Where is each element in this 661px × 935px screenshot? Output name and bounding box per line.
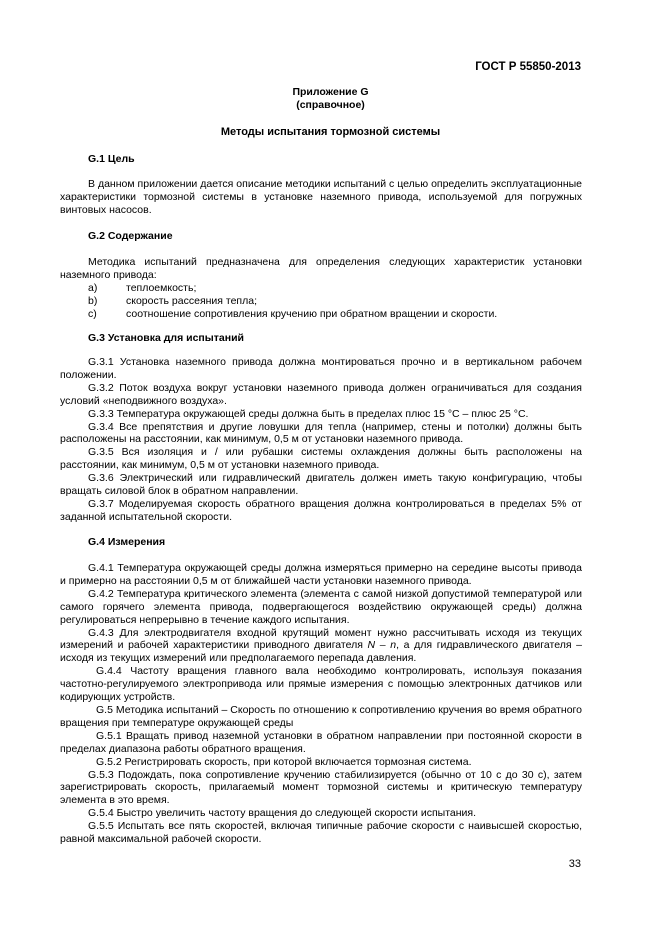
g5-1-paragraph: G.5.1 Вращать привод наземной установки в обратном направлении при постоянной скорости в пределах диапазона работы обратного вращения. (60, 729, 582, 755)
g2-block (60, 256, 582, 321)
g3-heading: G.3 Установка для испытаний (88, 332, 244, 344)
appendix-title: Приложение G (292, 86, 369, 98)
list-item (60, 282, 582, 295)
g1-block (60, 178, 582, 217)
g3-7-paragraph: G.3.7 Моделируемая скорость обратного вращения должна контролироваться в пределах 5% от заданной испытательной скорости. (60, 497, 582, 523)
g4-3-paragraph (60, 627, 582, 666)
g1-heading: G.1 Цель (88, 153, 135, 165)
section-title: Методы испытания тормозной системы (220, 126, 441, 138)
list-text: соотношение сопротивления кручению при обратном вращении и скорости. (126, 307, 498, 320)
g3-6-paragraph: G.3.6 Электрический или гидравлический двигатель должен иметь такую конфигурацию, чтобы вращать силовой блок в обратном направлении. (60, 472, 582, 498)
list-marker: b) (88, 294, 98, 307)
g5-3-paragraph: G.5.3 Подождать, пока сопротивление кручению стабилизируется (обычно от 10 с до 30 с), затем зарегистрировать скорость, прилагаемый момент тормозной системы и критическую температуру элемента в это время. (60, 768, 582, 807)
list-text: скорость рассеяния тепла; (126, 294, 257, 307)
list-marker: c) (88, 307, 97, 320)
g3-2-paragraph: G.3.2 Поток воздуха вокруг установки наземного привода должен ограничиваться для создания условий «неподвижного воздуха». (60, 381, 582, 407)
g2-heading: G.2 Содержание (88, 230, 173, 242)
g4-heading: G.4 Измерения (88, 536, 166, 548)
g3-4-paragraph: G.3.4 Все препятствия и другие ловушки для тепла (например, стены и потолки) должны быть расположены на расстоянии, как минимум, 0,5 м от установки наземного привода. (60, 420, 582, 446)
g5-5-paragraph: G.5.5 Испытать все пять скоростей, включая типичные рабочие скорости с наивысшей скоростью, равной максимальной рабочей скорости. (60, 820, 582, 846)
appendix-heading (0, 86, 661, 112)
document-code: ГОСТ Р 55850-2013 (475, 61, 581, 73)
list-marker: a) (88, 281, 98, 294)
g5-paragraph: G.5 Методика испытаний – Скорость по отношению к сопротивлению кручения во время обратного вращения при температуре окружающей среды (60, 703, 582, 729)
page-number: 33 (568, 858, 581, 870)
g5-2-paragraph: G.5.2 Регистрировать скорость, при которой включается тормозная система. (96, 755, 472, 768)
g3-5-paragraph: G.3.5 Вся изоляция и / или рубашки системы охлаждения должны быть расположены на расстоянии, как минимум, 0,5 м от установки наземного привода. (60, 446, 582, 472)
g4-3-text-a: G.4.3 Для электродвигателя входной крутящий момент нужно рассчитывать исходя из текущих измерений и рабочей характеристики приводного двигателя (60, 626, 582, 652)
list-text: теплоемкость; (126, 281, 197, 294)
g5-4-paragraph: G.5.4 Быстро увеличить частоту вращения до следующей скорости испытания. (88, 807, 476, 820)
g2-intro: Методика испытаний предназначена для определения следующих характеристик установки наземного привода: (60, 256, 582, 281)
g4-4-paragraph: G.4.4 Частоту вращения главного вала необходимо контролировать, используя показания частотно-регулируемого электропривода или прямые измерения с помощью электронных датчиков или кодирующих устройств. (60, 665, 582, 704)
g3-block (60, 356, 582, 524)
appendix-subtitle: (справочное) (296, 99, 365, 111)
g1-paragraph: В данном приложении дается описание методики испытаний с целью определить эксплуатационные характеристики тормозной системы в установке наземного привода, используемой для погружных винтовых насосов. (60, 178, 582, 216)
list-item (60, 295, 582, 308)
g4-2-paragraph: G.4.2 Температура критического элемента (элемента с самой низкой допустимой температурой или самого горячего элемента привода, подвергающегося воздействию окружающей среды) должна регулироваться непрерывно в течение каждого испытания. (60, 587, 582, 626)
g4-3-text-c: , а для гидравлического двигателя – исходя из текущих измерений или предполагаемого перепада давления. (60, 639, 582, 665)
g3-3-paragraph: G.3.3 Температура окружающей среды должна быть в пределах плюс 15 °С – плюс 25 °С. (88, 407, 529, 420)
g3-1-paragraph: G.3.1 Установка наземного привода должна монтироваться прочно и в вертикальном рабочем положении. (60, 356, 582, 381)
list-item (60, 308, 582, 321)
g4-1-paragraph: G.4.1 Температура окружающей среды должна измеряться примерно на середине высоты привода и примерно на расстоянии 0,5 м от ближайшей части установки наземного привода. (60, 562, 582, 587)
g4-3-formula: N – n (367, 639, 397, 652)
g4-block (60, 562, 582, 846)
